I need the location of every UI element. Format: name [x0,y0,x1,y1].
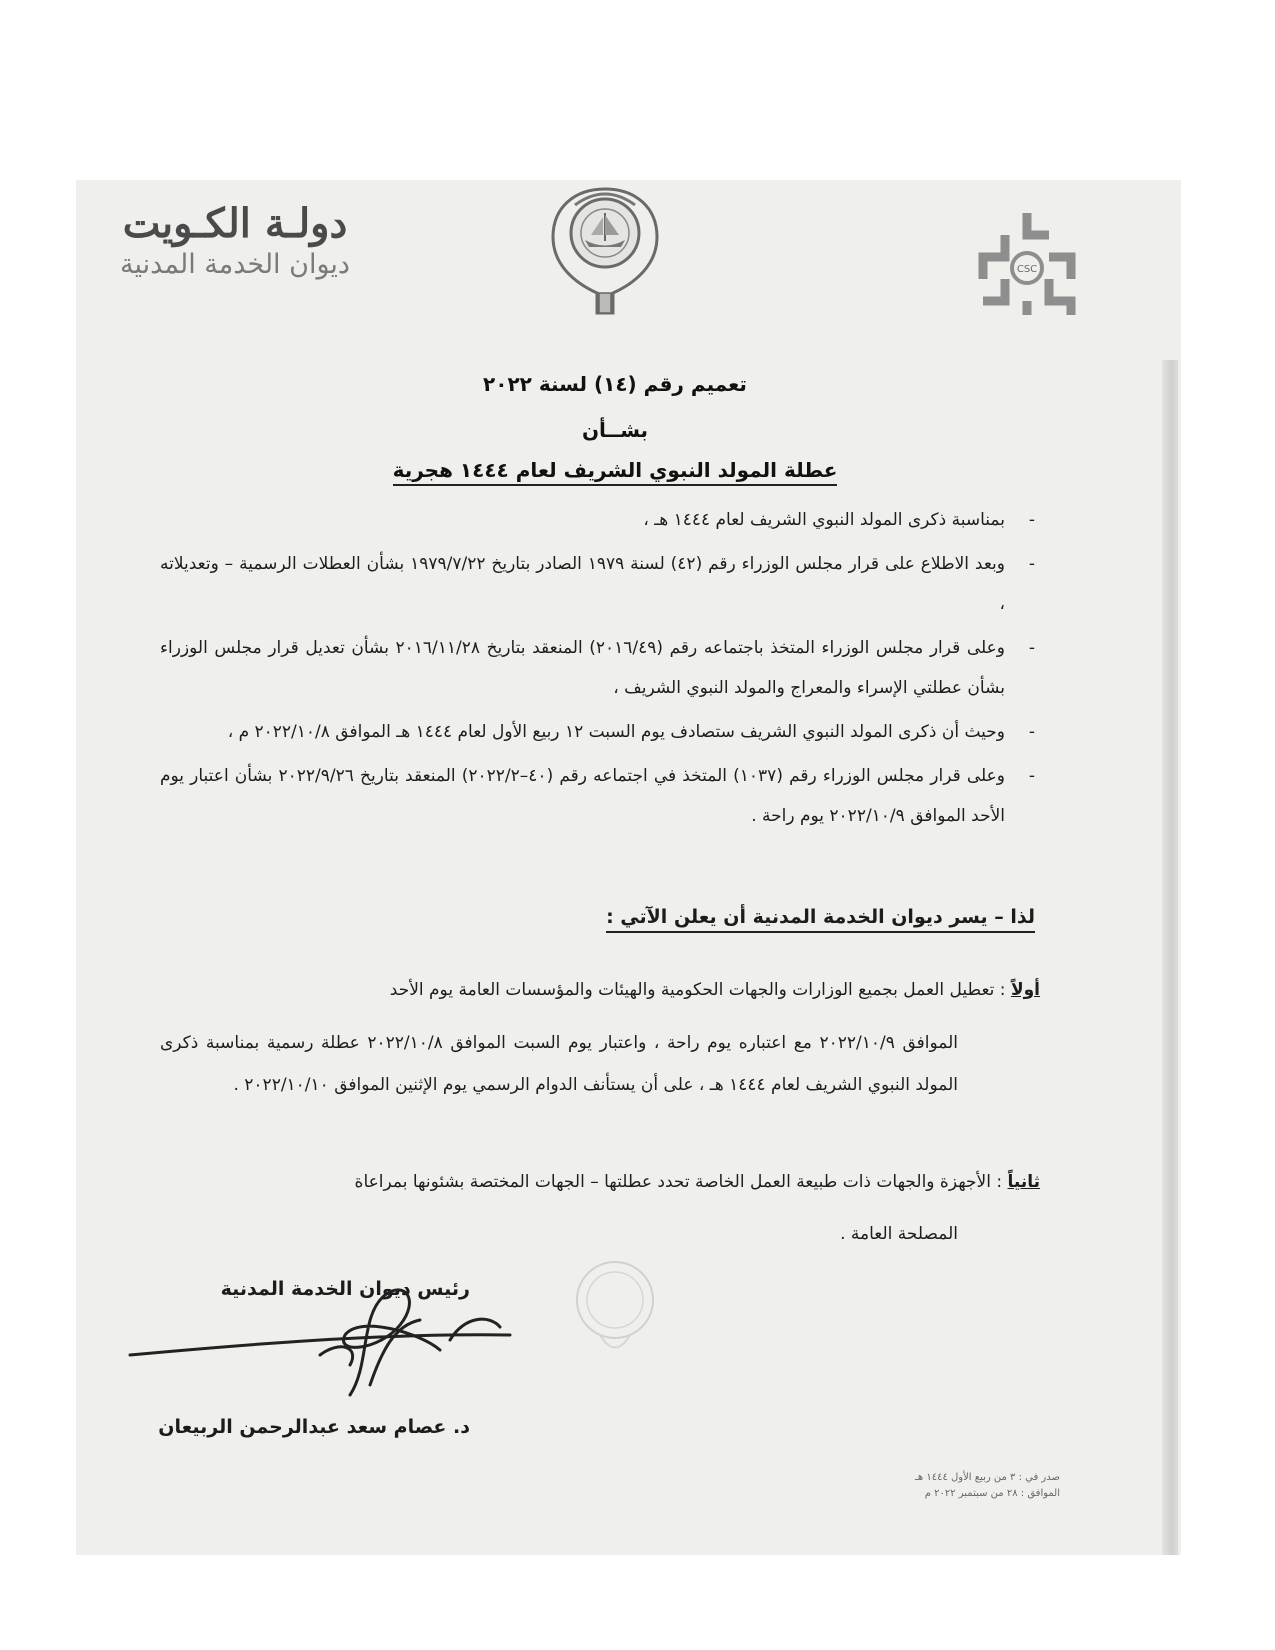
handwritten-signature-icon [120,1255,520,1435]
signatory-name: د. عصام سعد عبدالرحمن الربيعان [158,1416,470,1438]
announcement-text: لذا – يسر ديوان الخدمة المدنية أن يعلن الآتي : [606,906,1035,933]
preamble-item: - وحيث أن ذكرى المولد النبوي الشريف ستصادف يوم السبت ١٢ ربيع الأول لعام ١٤٤٤ هـ الموافق ٢٠٢٢/١٠/٨ م ، [160,712,1035,752]
clause-second [160,1162,1040,1254]
preamble-item: - وعلى قرار مجلس الوزراء رقم (١٠٣٧) المتخذ في اجتماعه رقم (٤٠–٢٠٢٢/٢) المنعقد بتاريخ ٢٠٢٢/٩/٢٦ بشأن اعتبار يوم الأحد الموافق ٢٠٢٢/١٠/٩ يوم راحة . [160,756,1035,836]
hijri-date: صدر في : ٣ من ربيع الأول ١٤٤٤ هـ [914,1472,1060,1483]
clause-first-line-text: تعطيل العمل بجميع الوزارات والجهات الحكومية والهيئات والمؤسسات العامة يوم الأحد [389,980,995,1000]
clause-label: ثانياً [1007,1172,1040,1192]
state-name: دولـة الكـويت [122,200,348,247]
csc-logo-text: CSC [1016,264,1038,275]
circular-title: تعميم رقم (١٤) لسنة ٢٠٢٢ [483,372,747,396]
bullet-dash: - [1028,638,1035,658]
signatory-title: رئيس ديوان الخدمة المدنية [220,1278,470,1300]
clause-body: الموافق ٢٠٢٢/١٠/٩ مع اعتباره يوم راحة ، واعتبار يوم السبت الموافق ٢٠٢٢/١٠/٨ عطلة رسمية بمناسبة ذكرى المولد النبوي الشريف لعام ١٤٤٤ هـ ، على أن يستأنف الدوام الرسمي يوم الإثنين الموافق ٢٠٢٢/١٠/١٠ . [160,1033,958,1095]
subject-line [300,458,930,482]
kuwait-emblem-icon [545,185,665,320]
gregorian-date: الموافق : ٢٨ من سبتمبر ٢٠٢٢ م [924,1488,1060,1499]
issue-date [880,1470,1060,1502]
clause-first-line: أولاً : تعطيل العمل بجميع الوزارات والجهات الحكومية والهيئات والمؤسسات العامة يوم الأحد [389,980,1040,1000]
agency-name: ديوان الخدمة المدنية [120,249,350,280]
bullet-dash: - [1028,766,1035,786]
bullet-dash: - [1028,722,1035,742]
clause-body: المصلحة العامة . [840,1224,958,1244]
preamble-item: - وعلى قرار مجلس الوزراء المتخذ باجتماعه رقم (٢٠١٦/٤٩) المنعقد بتاريخ ٢٠١٦/١١/٢٨ بشأن تعديل قرار مجلس الوزراء بشأن عطلتي الإسراء والمعراج والمولد النبوي الشريف ، [160,628,1035,708]
official-stamp-icon [570,1255,660,1365]
csc-logo-icon [965,205,1090,320]
announcement [550,906,1035,928]
preamble-list [160,500,1035,840]
scan-edge-shadow [1162,360,1178,1555]
preamble-item: - بمناسبة ذكرى المولد النبوي الشريف لعام ١٤٤٤ هـ ، [160,500,1035,540]
about-label: بشــأن [581,418,649,442]
clause-first-line-text: الأجهزة والجهات ذات طبيعة العمل الخاصة تحدد عطلتها – الجهات المختصة بشئونها بمراعاة [354,1172,991,1192]
clause-label: أولاً [1010,980,1040,1000]
bullet-dash: - [1028,554,1035,574]
preamble-item: - وبعد الاطلاع على قرار مجلس الوزراء رقم (٤٢) لسنة ١٩٧٩ الصادر بتاريخ ١٩٧٩/٧/٢٢ بشأن العطلات الرسمية – وتعديلاته ، [160,544,1035,624]
clause-first [160,970,1040,1106]
subject-text: عطلة المولد النبوي الشريف لعام ١٤٤٤ هجرية [393,458,838,486]
header-state-block [100,200,370,282]
bullet-dash: - [1028,510,1035,530]
clause-first-line: ثانياً : الأجهزة والجهات ذات طبيعة العمل الخاصة تحدد عطلتها – الجهات المختصة بشئونها بمراعاة [354,1172,1040,1192]
